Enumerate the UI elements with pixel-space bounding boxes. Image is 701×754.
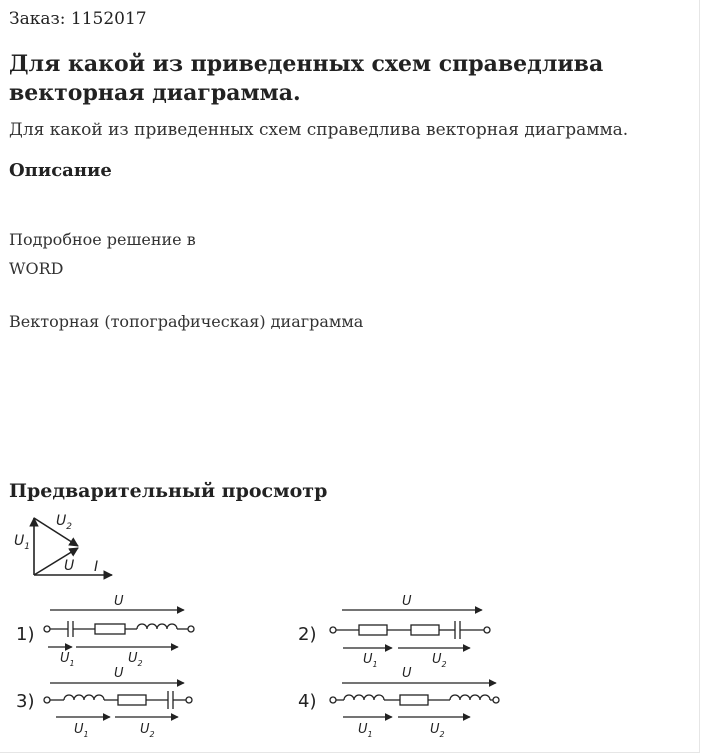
label-u-total: U [114,594,124,609]
circuit-number: 3) [16,691,35,712]
inductor [344,695,384,700]
inductor [64,695,104,700]
resistor [400,695,428,705]
label-u-total: U [114,666,124,681]
label-u1: $U_1$ [363,652,378,669]
label-u2: $U_2$ [432,652,447,669]
description-note: Векторная (топографическая) диаграмма [9,312,364,331]
label-u-total: U [402,594,412,609]
description-line-1: Подробное решение в [9,230,196,249]
terminal [330,697,336,703]
label-i: I [94,559,99,575]
resistor [95,624,125,634]
task-subtitle: Для какой из приведенных схем справедлива векторная диаграмма. [9,120,629,140]
circuit-2 [298,594,490,669]
terminal [330,627,336,633]
inductor [137,624,177,629]
inductor [450,695,490,700]
terminal [186,697,192,703]
resistor [359,625,387,635]
circuit-1 [16,594,194,668]
terminal [493,697,499,703]
label-u2: $U_2$ [140,722,155,739]
label-u1: $U_1$ [14,533,30,552]
description-line-2: WORD [9,259,64,278]
circuit-4 [298,666,499,739]
terminal [44,626,50,632]
preview-figure [0,505,520,754]
label-u-total: U [402,666,412,681]
label-u: U [64,558,75,574]
label-u2: $U_2$ [430,722,445,739]
terminal [484,627,490,633]
label-u1: $U_1$ [74,722,89,739]
circuit-3 [16,666,192,739]
page-title: Для какой из приведенных схем справедлива векторная диаграмма. [9,51,604,106]
resistor [411,625,439,635]
circuit-number: 2) [298,624,317,645]
label-u1: $U_1$ [358,722,373,739]
terminal [188,626,194,632]
order-number: Заказ: 1152017 [9,9,147,29]
label-u2: $U_2$ [128,651,143,668]
circuit-number: 1) [16,624,35,645]
label-u2: $U_2$ [56,513,72,532]
preview-heading: Предварительный просмотр [9,480,328,502]
terminal [44,697,50,703]
description-text [9,225,196,283]
label-u1: $U_1$ [60,651,75,668]
description-heading: Описание [9,160,112,181]
resistor [118,695,146,705]
circuit-number: 4) [298,691,317,712]
